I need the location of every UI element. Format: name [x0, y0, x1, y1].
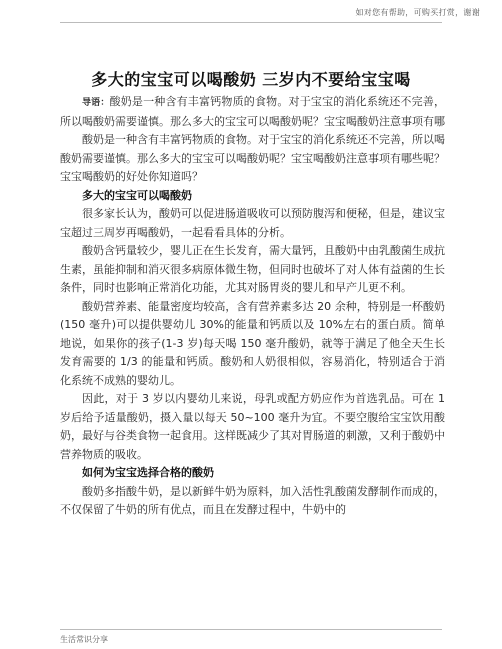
paragraph: 很多家长认为，酸奶可以促进肠道吸收可以预防腹泻和便秘，但是，建议宝宝超过三周岁再喝酸奶，一起看看具体的分析。 — [60, 207, 445, 239]
section-heading-age: 多大的宝宝可以喝酸奶 — [82, 188, 192, 202]
header-note: 如对您有帮助，可购买打赏，谢谢 — [355, 8, 480, 17]
article-title: 多大的宝宝可以喝酸奶 三岁内不要给宝宝喝 — [91, 69, 411, 89]
paragraph: 酸奶多指酸牛奶，是以新鲜牛奶为原料，加入活性乳酸菌发酵制作而成的，不仅保留了牛奶的所有优点，而且在发酵过程中，牛奶中的 — [60, 484, 445, 516]
intro-paragraph: 酸奶是一种含有丰富钙物质的食物。对于宝宝的消化系统还不完善，所以喝酸奶需要谨慎。那么多大的宝宝可以喝酸奶呢？宝宝喝酸奶注意事项有哪些呢？宝宝喝酸奶的好处你知道吗？ — [60, 133, 445, 183]
section-heading-choose: 如何为宝宝选择合格的酸奶 — [82, 466, 214, 479]
lead-paragraph — [60, 93, 445, 131]
header-divider — [60, 22, 442, 23]
lead-label: 导语： — [82, 98, 110, 108]
footer-note: 生活常识分享 — [60, 635, 108, 644]
paragraph: 酸奶营养素、能量密度均较高，含有营养素多达 20 余种，特别是一杯酸奶(150 毫升)可以提供婴幼儿 30%的能量和钙质以及 10%左右的蛋白质。简单地说，如果你的孩子(1-3 岁)每天喝 150 毫升酸奶，就等于满足了他全天生长发育需要的 1/3 的能量和钙质。酸奶和人奶很相似，容易消化，特别适合于消化系统不成熟的婴幼儿。 — [60, 299, 445, 387]
lead-text: 酸奶是一种含有丰富钙物质的食物。对于宝宝的消化系统还不完善，所以喝酸奶需要谨慎。那么多大的宝宝可以喝酸奶呢？宝宝喝酸奶注意事项有哪 — [60, 95, 445, 128]
paragraph: 因此，对于 3 岁以内婴幼儿来说，母乳或配方奶应作为首选乳品。可在 1 岁后给予适量酸奶，摄入量以每天 50~100 毫升为宜。不要空腹给宝宝饮用酸奶，最好与谷类食物一起食用。这样既减少了其对胃肠道的刺激，又利于酸奶中营养物质的吸收。 — [60, 392, 445, 461]
paragraph: 酸奶含钙量较少，婴儿正在生长发育，需大量钙，且酸奶中由乳酸菌生成抗生素，虽能抑制和消灭很多病原体微生物，但同时也破坏了对人体有益菌的生长条件，同时也影响正常消化功能，尤其对肠胃炎的婴儿和早产儿更不利。 — [60, 244, 445, 294]
footer-divider — [60, 629, 442, 630]
article-body — [60, 93, 445, 520]
